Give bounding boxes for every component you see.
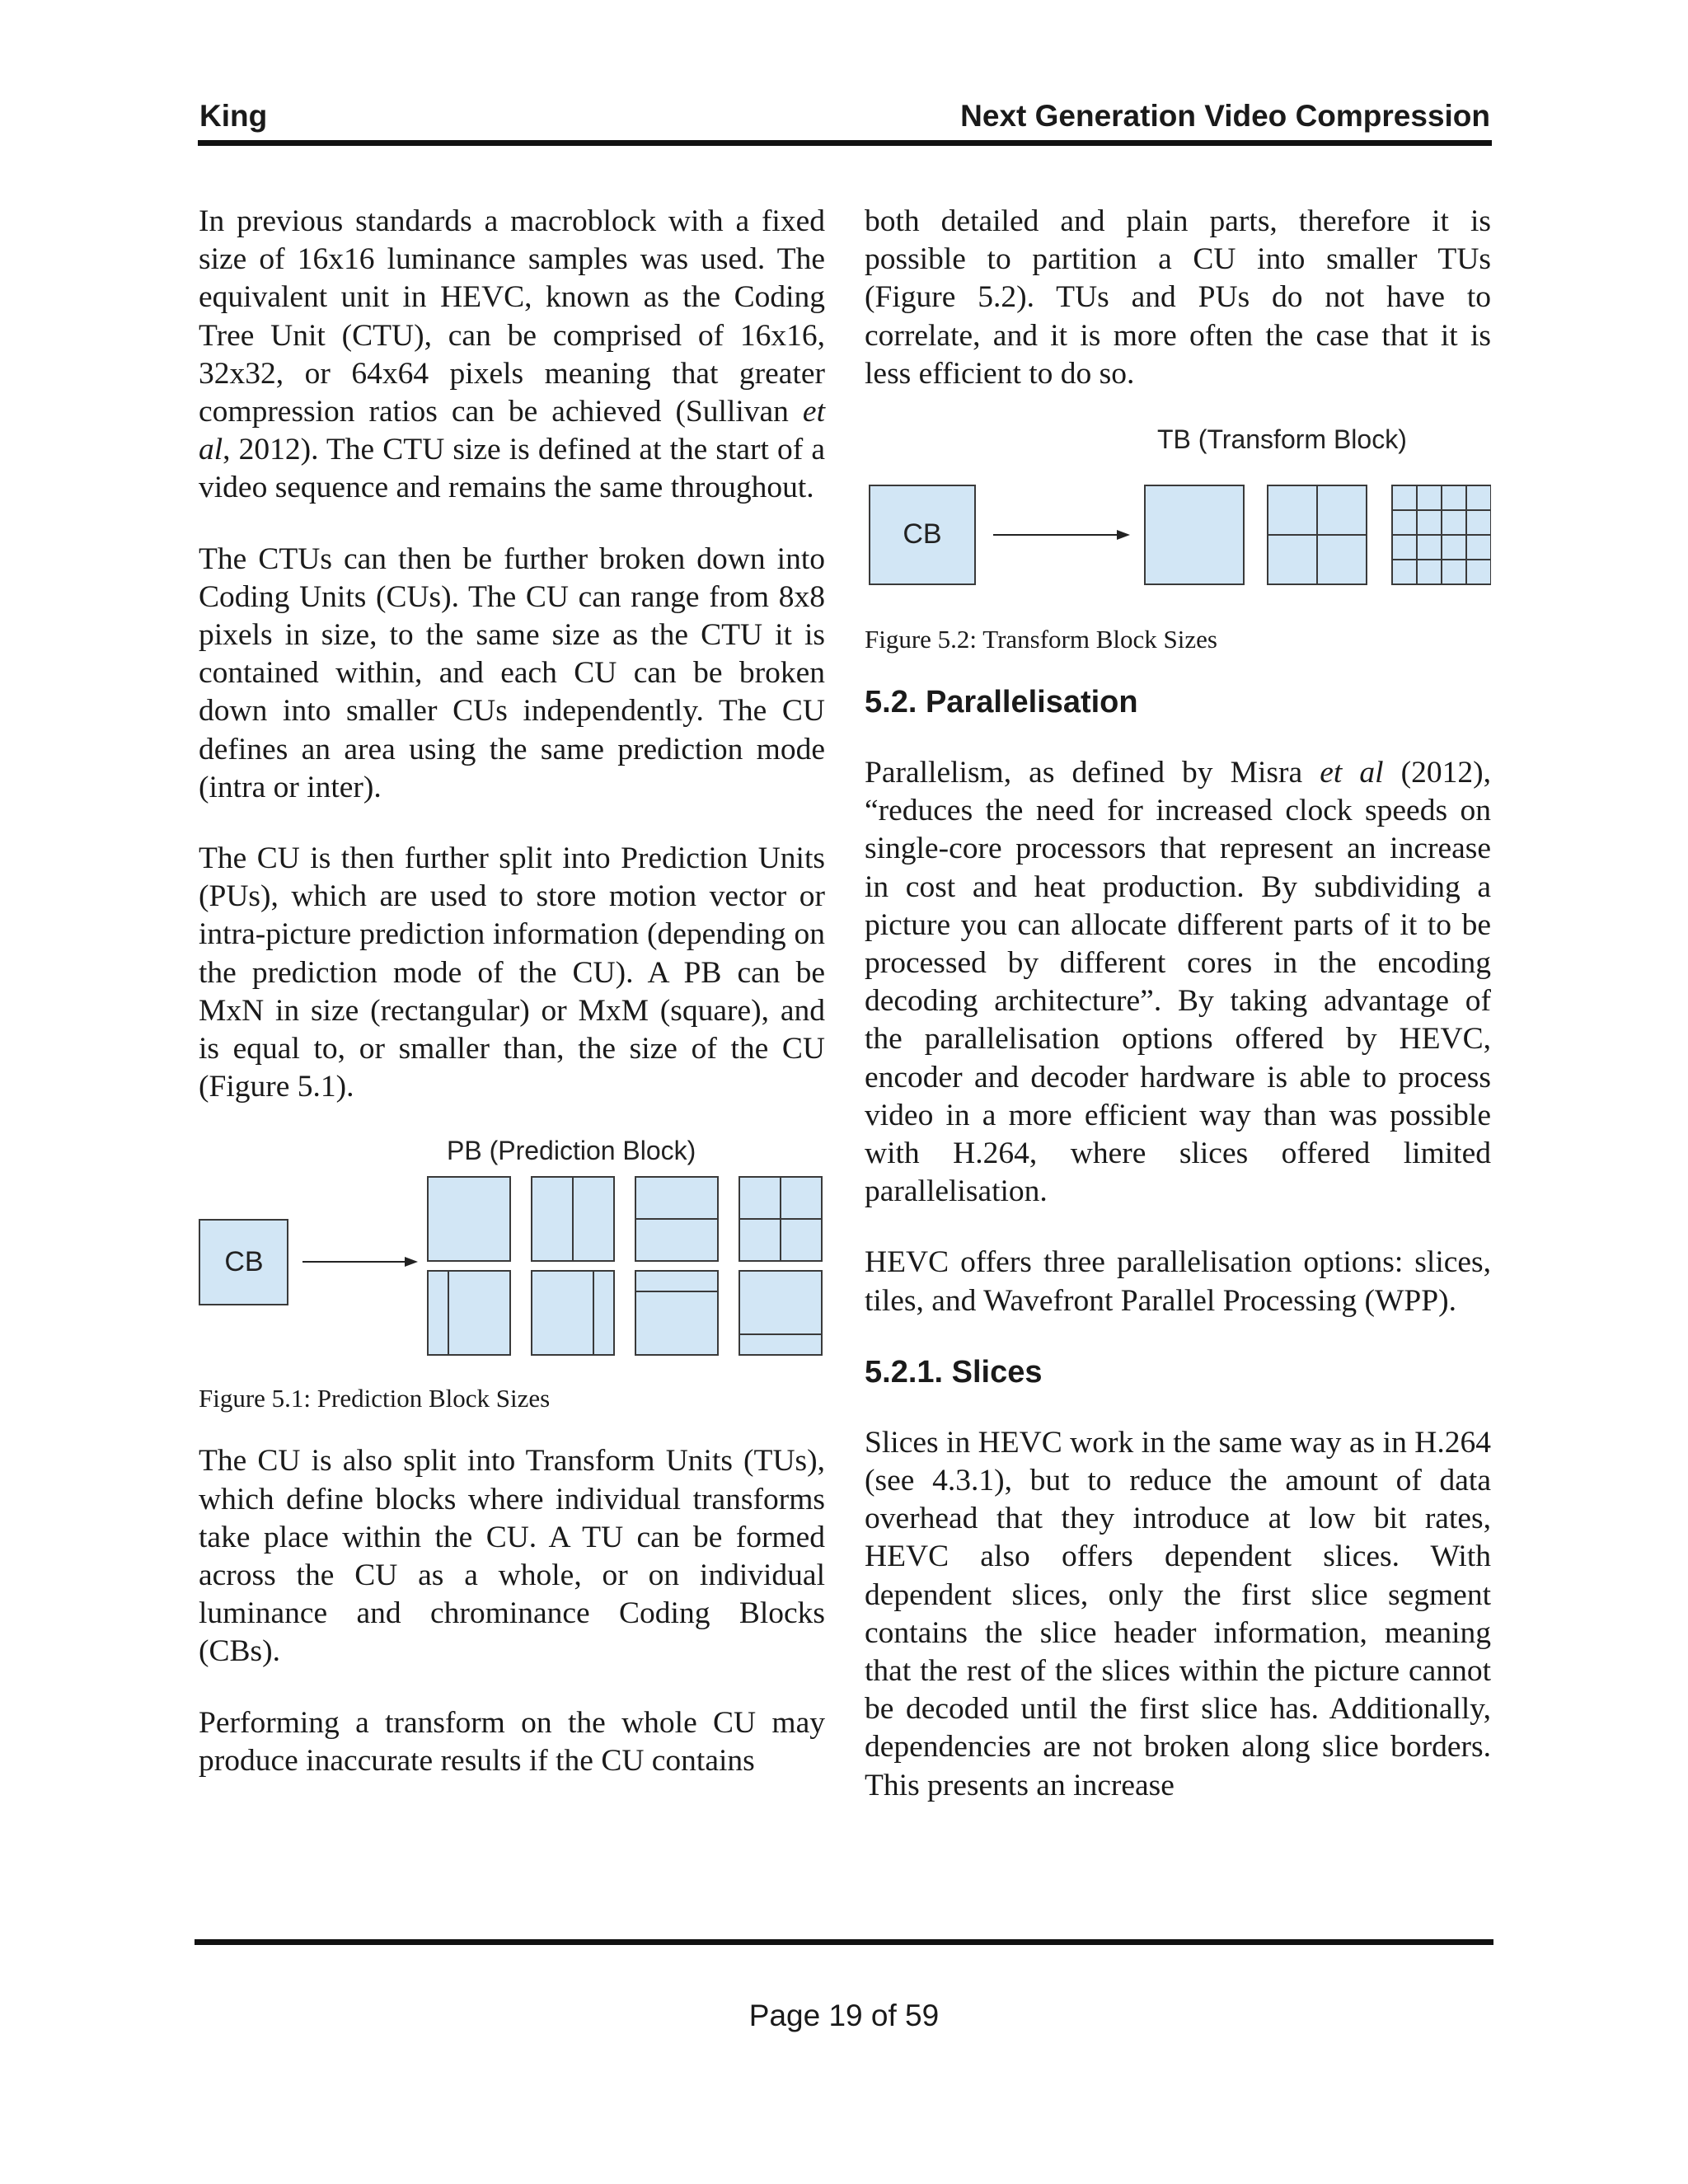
paragraph-tu-partition: both detailed and plain parts, therefore it is possible to partition a CU into smaller TUs (Figure 5.2). TUs and PUs do not have to correlate, and it is more often the case that it is less efficient to do so. — [865, 204, 1491, 391]
arrow-head — [1117, 530, 1130, 540]
paragraph-pu: The CU is then further split into Prediction Units (PUs), which are used to store motion vector or intra-picture prediction information (depending on the prediction mode of the CU). A PB can be MxN in size (rectangular) or MxM (square), and is equal to, or smaller than, the size of the CU (Figure 5.1). — [199, 841, 825, 1104]
pb-2NxnU — [635, 1271, 718, 1355]
tb-level0 — [1145, 485, 1244, 584]
figure2-cb-label: CB — [903, 518, 942, 551]
header-author: King — [199, 99, 268, 133]
paragraph-ctu: In previous standards a macroblock with a fixed size of 16x16 luminance samples was used. The equivalent unit in HEVC, known as the Coding Tree Unit (CTU), can be comprised of 16x16, 32x32, or 64x64 pixels meaning that greater compression ratios can be achieved (Sullivan et al, 2012). The CTU size is defined at the start of a video sequence and remains the same throughout. — [199, 204, 825, 505]
paragraph-options: HEVC offers three parallelisation options: slices, tiles, and Wavefront Parallel Processing (WPP). — [865, 1245, 1491, 1318]
paragraph-cu: The CTUs can then be further broken down into Coding Units (CUs). The CU can range from 8x8 pixels in size, to the same size as the CTU it is contained within, and each CU can be broken down into smaller CUs independently. The CU defines an area using the same prediction mode (intra or inter). — [199, 541, 825, 804]
figure2-caption: Figure 5.2: Transform Block Sizes — [865, 625, 1217, 654]
paragraph-transform: Performing a transform on the whole CU may produce inaccurate results if the CU contains — [199, 1705, 825, 1778]
pb-nLx2N — [428, 1271, 510, 1355]
figure-prediction-blocks — [199, 1136, 825, 1383]
paragraph-slices: Slices in HEVC work in the same way as in H.264 (see 4.3.1), but to reduce the amount of data overhead that they introduce at low bit rates, HEVC also offers dependent slices. With dependent slices, only the first slice segment contains the slice header information, meaning that the rest of the slices within the picture cannot be decoded until the first slice has. Additionally, dependencies are not broken along slice borders. This presents an increase — [865, 1425, 1491, 1802]
running-header — [198, 99, 1492, 146]
figure2-title: TB (Transform Block) — [1157, 424, 1407, 455]
figure1-cb-label: CB — [224, 1246, 264, 1278]
pb-nRx2N — [532, 1271, 614, 1355]
arrow-head — [405, 1257, 418, 1267]
pb-2NxnD — [739, 1271, 822, 1355]
paragraph-tu: The CU is also split into Transform Units (TUs), which define blocks where individual transforms take place within the CU. A TU can be formed across the CU as a whole, or on individual luminance and chrominance Coding Blocks (CBs). — [199, 1444, 825, 1669]
pb-2Nx2N — [428, 1177, 510, 1261]
right-column — [865, 203, 1491, 1838]
footer-rule — [195, 1939, 1493, 1945]
left-column — [199, 203, 825, 1813]
header-title: Next Generation Video Compression — [960, 99, 1490, 133]
figure1-caption: Figure 5.1: Prediction Block Sizes — [199, 1384, 551, 1413]
figure1-title: PB (Prediction Block) — [447, 1136, 696, 1166]
section-heading-parallelisation: 5.2. Parallelisation — [865, 685, 1138, 720]
paragraph-parallelism: Parallelism, as defined by Misra et al (2012), “reduces the need for increased clock speeds on single-core processors that represent an increase in cost and heat production. By subdividing a picture you can allocate different parts of it to be processed by different cores in the encoding decoding architecture”. By taking advantage of the parallelisation options offered by HEVC, encoder and decoder hardware is able to process video in a more efficient way than was possible with H.264, where slices offered limited parallelisation. — [865, 756, 1491, 1209]
page-number: Page 19 of 59 — [748, 1999, 940, 2032]
section-heading-slices: 5.2.1. Slices — [865, 1354, 1043, 1390]
figure-transform-blocks — [865, 426, 1491, 614]
